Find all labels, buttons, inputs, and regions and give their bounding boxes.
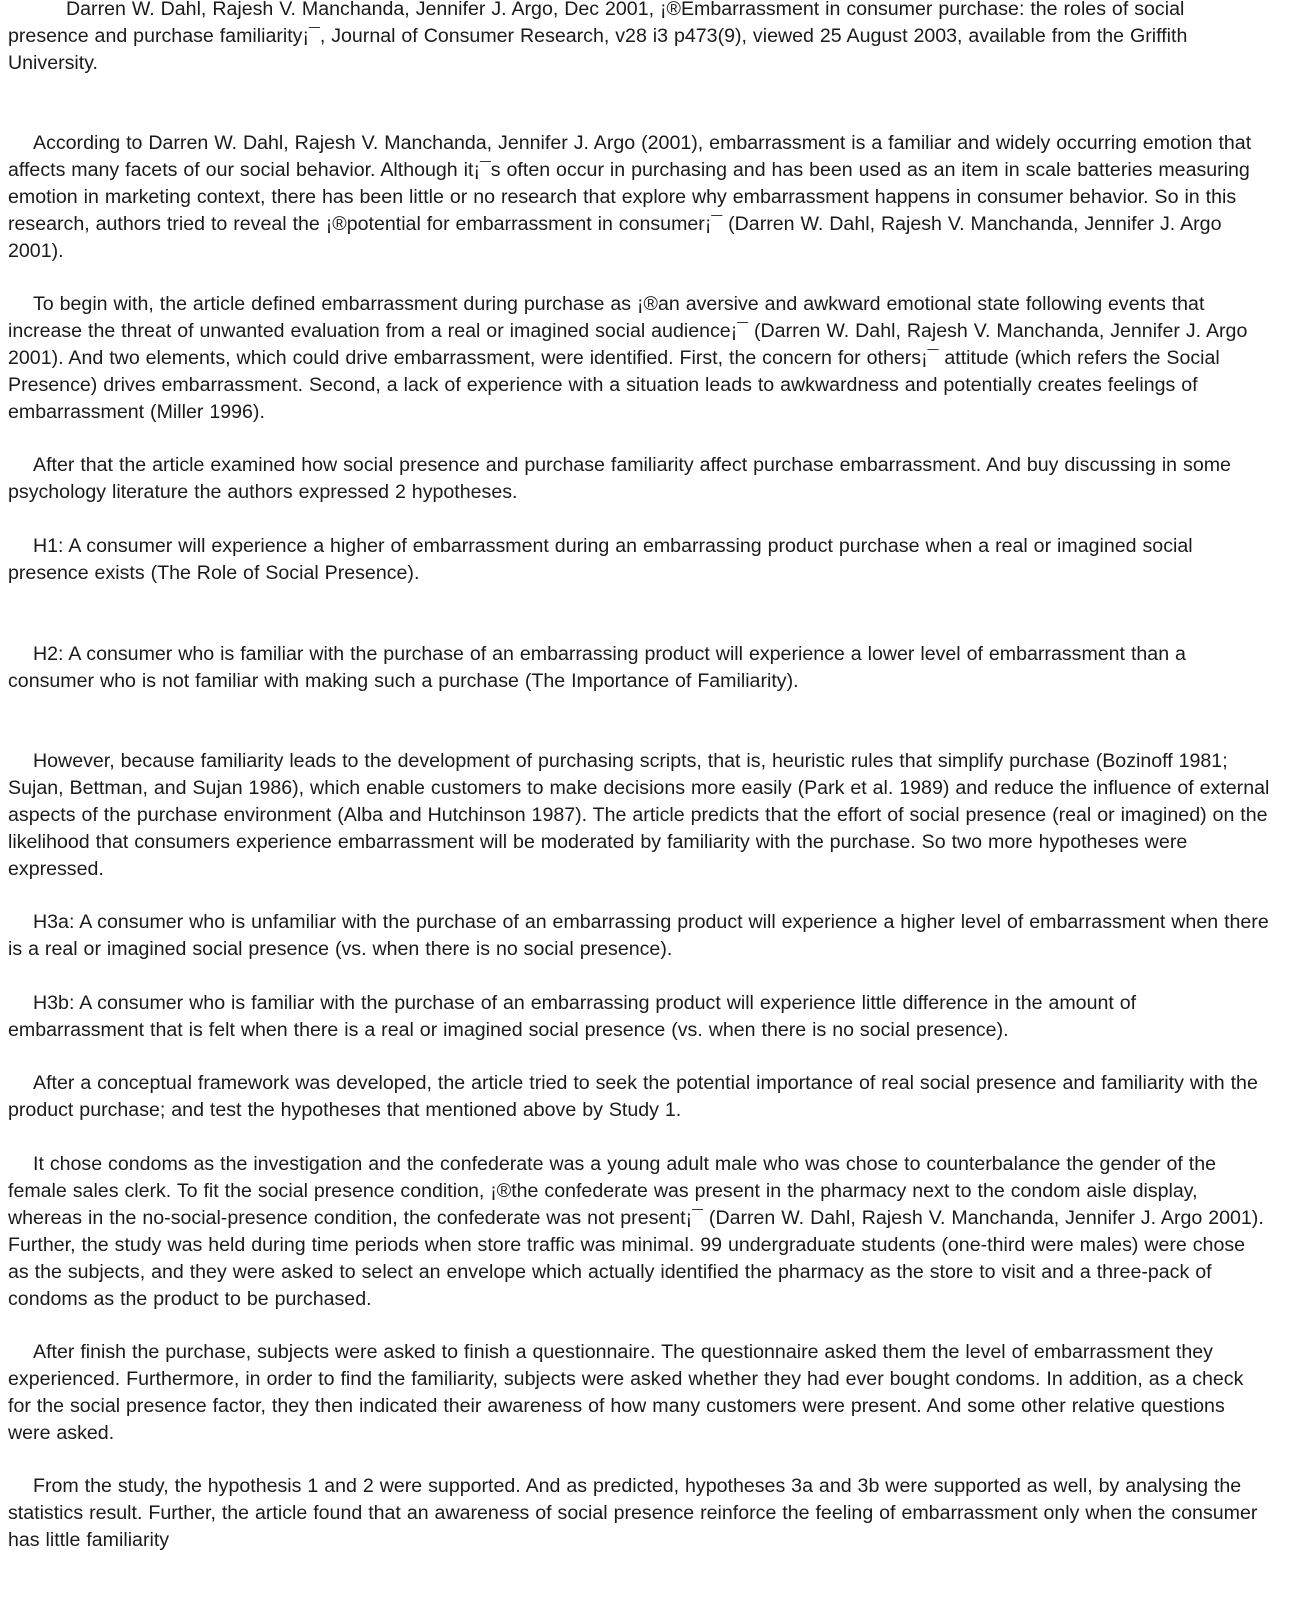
- paragraph-study-method: It chose condoms as the investigation and the confederate was a young adult male who was chose to counterbalance the gender of the female sales clerk. To fit the social presence condition, ¡®the confederate was present in the pharmacy next to the condom aisle display, whereas in the no-social-presence condition, the confederate was not present¡¯ (Darren W. Dahl, Rajesh V. Manchanda, Jennifer J. Argo 2001). Further, the study was held during time periods when store traffic was minimal. 99 undergraduate students (one-third were males) were chose as the subjects, and they were asked to select an envelope which actually identified the pharmacy as the store to visit and a three-pack of condoms as the product to be purchased.: [8, 1153, 1264, 1310]
- hypothesis-h2: H2: A consumer who is familiar with the purchase of an embarrassing product will experience a lower level of embarrassment than a consumer who is not familiar with making such a purchase (The Importance of Familiarity).: [8, 643, 1186, 692]
- paragraph-questionnaire: After finish the purchase, subjects were asked to finish a questionnaire. The questionnaire asked them the level of embarrassment they experienced. Furthermore, in order to find the familiarity, subjects were asked whether they had ever bought condoms. In addition, as a check for the social presence factor, they then indicated their awareness of how many customers were present. And some other relative questions were asked.: [8, 1341, 1244, 1444]
- paragraph-introduction: According to Darren W. Dahl, Rajesh V. Manchanda, Jennifer J. Argo (2001), embarrassment is a familiar and widely occurring emotion that affects many facets of our social behavior. Although it¡¯s often occur in purchasing and has been used as an item in scale batteries measuring emotion in marketing context, there has been little or no research that explore why embarrassment happens in consumer behavior. So in this research, authors tried to reveal the ¡®potential for embarrassment in consumer¡¯ (Darren W. Dahl, Rajesh V. Manchanda, Jennifer J. Argo 2001).: [8, 132, 1252, 262]
- paragraph-framework: After a conceptual framework was developed, the article tried to seek the potential importance of real social presence and familiarity with the product purchase; and test the hypotheses that mentioned above by Study 1.: [8, 1072, 1258, 1121]
- paragraph-familiarity: However, because familiarity leads to the development of purchasing scripts, that is, heuristic rules that simplify purchase (Bozinoff 1981; Sujan, Bettman, and Sujan 1986), which enable customers to make decisions more easily (Park et al. 1989) and reduce the influence of external aspects of the purchase environment (Alba and Hutchinson 1987). The article predicts that the effort of social presence (real or imagined) on the likelihood that consumers experience embarrassment will be moderated by familiarity with the purchase. So two more hypotheses were expressed.: [8, 750, 1270, 880]
- paragraph-examination: After that the article examined how social presence and purchase familiarity affect purchase embarrassment. And buy discussing in some psychology literature the authors expressed 2 hypotheses.: [8, 454, 1231, 503]
- hypothesis-h3a: H3a: A consumer who is unfamiliar with the purchase of an embarrassing product will experience a higher level of embarrassment when there is a real or imagined social presence (vs. when there is no social presence).: [8, 911, 1269, 960]
- paragraph-definition: To begin with, the article defined embarrassment during purchase as ¡®an aversive and awkward emotional state following events that increase the threat of unwanted evaluation from a real or imagined social audience¡¯ (Darren W. Dahl, Rajesh V. Manchanda, Jennifer J. Argo 2001). And two elements, which could drive embarrassment, were identified. First, the concern for others¡¯ attitude (which refers the Social Presence) drives embarrassment. Second, a lack of experience with a situation leads to awkwardness and potentially creates feelings of embarrassment (Miller 1996).: [8, 293, 1248, 423]
- paragraph-results: From the study, the hypothesis 1 and 2 were supported. And as predicted, hypotheses 3a and 3b were supported as well, by analysing the statistics result. Further, the article found that an awareness of social presence reinforce the feeling of embarrassment only when the consumer has little familiarity: [8, 1475, 1258, 1551]
- citation-reference: Darren W. Dahl, Rajesh V. Manchanda, Jennifer J. Argo, Dec 2001, ¡®Embarrassment in consumer purchase: the roles of social presence and purchase familiarity¡¯, Journal of Consumer Research, v28 i3 p473(9), viewed 25 August 2003, available from the Griffith University.: [8, 0, 1188, 74]
- hypothesis-h3b: H3b: A consumer who is familiar with the purchase of an embarrassing product will experience little difference in the amount of embarrassment that is felt when there is a real or imagined social presence (vs. when there is no social presence).: [8, 992, 1137, 1041]
- hypothesis-h1: H1: A consumer will experience a higher of embarrassment during an embarrassing product purchase when a real or imagined social presence exists (The Role of Social Presence).: [8, 535, 1193, 584]
